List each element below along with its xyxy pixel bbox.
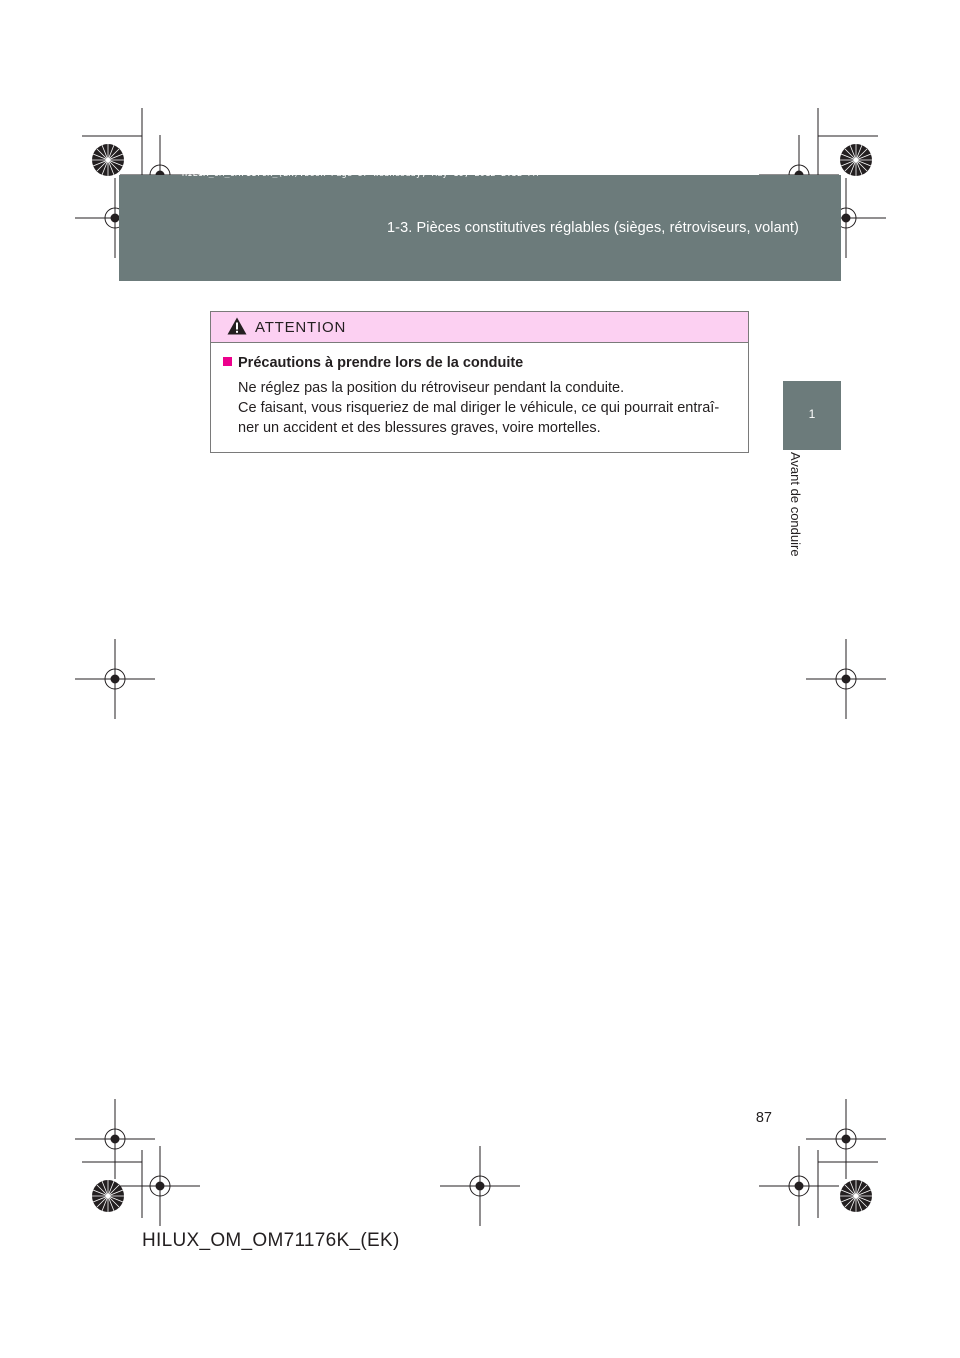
bullet-square-icon — [223, 357, 232, 366]
chapter-number: 1 — [808, 407, 816, 421]
warning-heading — [223, 355, 523, 371]
warning-triangle-icon — [227, 317, 247, 335]
warning-body-line: ner un accident et des blessures graves, voire mortelles. — [238, 420, 601, 436]
page-number: 87 — [755, 1110, 772, 1126]
warning-header — [211, 312, 748, 343]
warning-heading-text: Précautions à prendre lors de la conduite — [238, 355, 524, 371]
chapter-label: Avant de conduire — [788, 452, 803, 557]
warning-box — [210, 311, 749, 453]
warning-body — [238, 378, 744, 438]
footer-code: HILUX_OM_OM71176K_(EK) — [142, 1230, 400, 1251]
file-stamp: HILUX_OM_OM71176K_(EK).book Page 87 Wednesday, May 16, 2012 2:32 PM — [182, 169, 539, 179]
warning-body-line: Ce faisant, vous risqueriez de mal diriger le véhicule, ce qui pourrait entraî- — [238, 400, 720, 416]
warning-body-line: Ne réglez pas la position du rétroviseur pendant la conduite. — [238, 380, 625, 396]
section-title: 1-3. Pièces constitutives réglables (sièges, rétroviseurs, volant) — [387, 220, 799, 236]
warning-label: ATTENTION — [255, 319, 347, 336]
